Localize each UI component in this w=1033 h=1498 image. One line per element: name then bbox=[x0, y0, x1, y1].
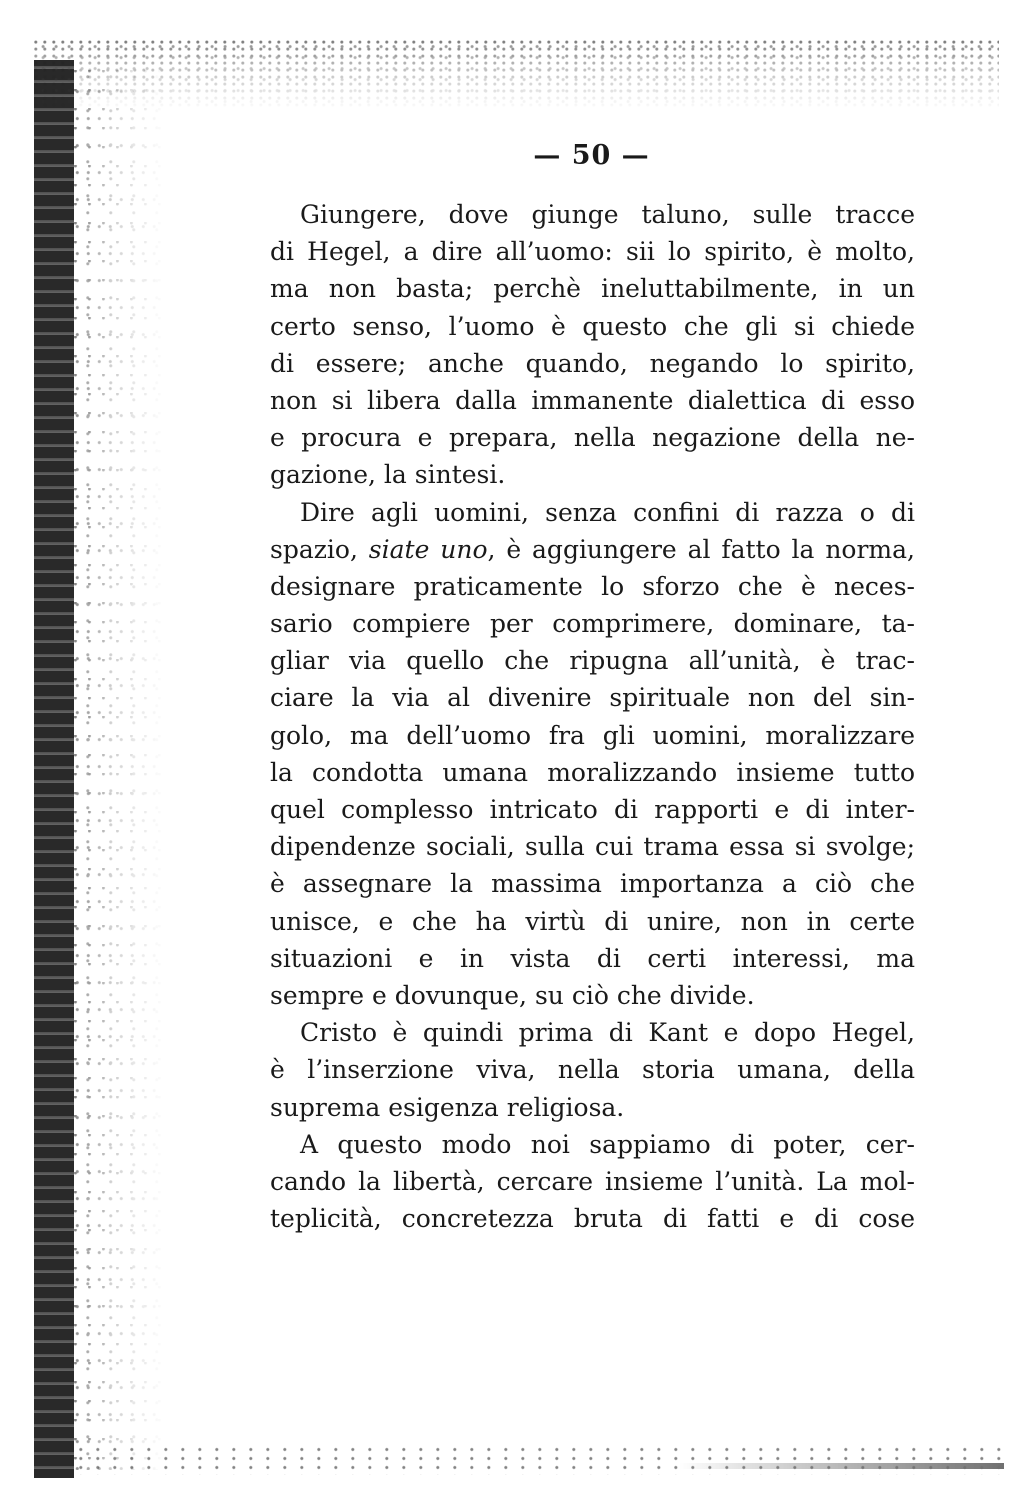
text-line: Giungere, dove giunge taluno, sulle tracce bbox=[300, 200, 915, 229]
text-line: dipendenze sociali, sulla cui trama essa si svolge; bbox=[270, 832, 915, 862]
text-line: suprema esigenza religiosa. bbox=[270, 1092, 625, 1122]
text-fragment: spazio, bbox=[270, 534, 369, 564]
text-line: la condotta umana moralizzando insieme tutto bbox=[270, 757, 915, 787]
text-line: unisce, e che ha virtù di unire, non in certe bbox=[270, 906, 915, 936]
paragraph bbox=[270, 196, 915, 494]
text-line: di Hegel, a dire all’uomo: sii lo spirito, è molto, bbox=[270, 237, 915, 267]
text-line: e procura e prepara, nella negazione della ne- bbox=[270, 423, 915, 453]
body-text bbox=[270, 196, 915, 1237]
italic-phrase: siate uno bbox=[368, 534, 488, 564]
paragraph bbox=[270, 1014, 915, 1126]
scan-noise-left bbox=[74, 70, 164, 1470]
text-line: teplicità, concretezza bruta di fatti e di cose bbox=[270, 1204, 915, 1234]
text-line: ma non basta; perchè ineluttabilmente, in un bbox=[270, 274, 915, 304]
page-number: — 50 — bbox=[533, 140, 650, 171]
scan-noise-bottom bbox=[74, 1445, 1004, 1475]
text-line: non si libera dalla immanente dialettica di esso bbox=[270, 385, 915, 415]
text-line: cando la libertà, cercare insieme l’unità. La mol- bbox=[270, 1166, 915, 1196]
text-line: di essere; anche quando, negando lo spirito, bbox=[270, 348, 915, 378]
text-line: gliar via quello che ripugna all’unità, è trac- bbox=[270, 646, 915, 676]
paragraph bbox=[270, 1126, 915, 1238]
text-line: quel complesso intricato di rapporti e di inter- bbox=[270, 795, 915, 824]
text-line bbox=[270, 531, 915, 568]
text-line: sempre e dovunque, su ciò che divide. bbox=[270, 980, 755, 1010]
paragraph bbox=[270, 494, 915, 1015]
text-line: designare praticamente lo sforzo che è neces- bbox=[270, 571, 915, 601]
text-line: sario compiere per comprimere, dominare, ta- bbox=[270, 609, 915, 639]
scan-binding-shadow bbox=[34, 60, 74, 1478]
text-line: è assegnare la massima importanza a ciò che bbox=[270, 869, 915, 899]
text-line: ciare la via al divenire spirituale non del sin- bbox=[270, 683, 915, 713]
scan-noise-top bbox=[34, 40, 999, 110]
text-line: situazioni e in vista di certi interessi, ma bbox=[270, 943, 915, 973]
text-fragment: , è aggiungere al fatto la norma, bbox=[487, 534, 915, 564]
text-line: golo, ma dell’uomo fra gli uomini, moralizzare bbox=[270, 720, 915, 750]
text-line: A questo modo noi sappiamo di poter, cer- bbox=[300, 1129, 915, 1159]
text-line: Dire agli uomini, senza confini di razza o di bbox=[300, 497, 915, 527]
text-line: certo senso, l’uomo è questo che gli si chiede bbox=[270, 311, 915, 341]
text-line: gazione, la sintesi. bbox=[270, 460, 506, 490]
text-line: è l’inserzione viva, nella storia umana, della bbox=[270, 1055, 915, 1085]
text-line: Cristo è quindi prima di Kant e dopo Hegel, bbox=[300, 1018, 915, 1048]
